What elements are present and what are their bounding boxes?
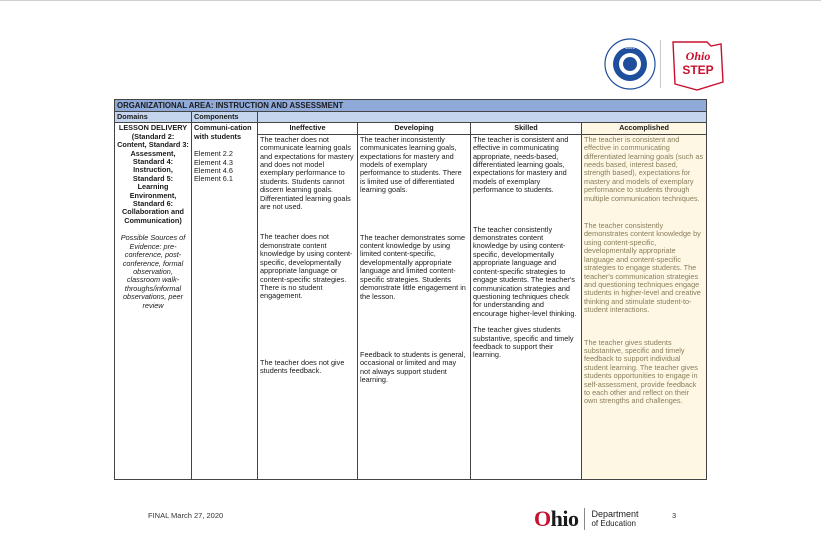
accomplished-text-3: The teacher gives students substantive, specific and timely feedback to support individual student learning. The teacher gives students opportunities to engage in self-assessment, provide feedback to each other and reflect on their own strengths and challenges. (584, 337, 698, 406)
ineffective-text-3: The teacher does not give students feedback. (260, 357, 345, 376)
seal-year: 1891 (624, 45, 636, 50)
ineffective-text-2: The teacher does not demonstrate content knowledge by using content-specific, developmentally appropriate language or content-specific strategies. There is no student engagement. (260, 232, 353, 301)
skilled-cell (471, 134, 582, 479)
level-skilled: Skilled (471, 123, 582, 134)
level-developing: Developing (358, 123, 471, 134)
accomplished-cell (582, 134, 707, 479)
column-header-row (115, 112, 707, 123)
component-cell (192, 123, 258, 479)
skilled-text-3: The teacher gives students substantive, specific and timely feedback to support their learning. (473, 325, 574, 360)
component-title: Communi-cation with students (194, 123, 252, 141)
ohio-dept-text (591, 509, 638, 529)
component-elements: Element 2.2 Element 4.3 Element 4.6 Element 6.1 (194, 149, 233, 184)
col-domains: Domains (115, 112, 192, 123)
version-footer: FINAL March 27, 2020 (148, 511, 224, 520)
ohio-wordmark-rest: hio (550, 506, 579, 531)
area-title: ORGANIZATIONAL AREA: INSTRUCTION AND ASSESSMENT (115, 100, 707, 112)
page-number: 3 (672, 511, 677, 520)
accomplished-text-1: The teacher is consistent and effective in communicating differentiated learning goals (such as needs based, interest based, strength based), expectations for mastery and models of exemplary performance to students through multiple communication techniques. (584, 134, 704, 203)
ohio-wordmark (534, 506, 578, 532)
level-header-row (115, 123, 707, 134)
domain-cell (115, 123, 192, 479)
developing-text-3: Feedback to students is general, occasional or limited and may not always support student learning. (360, 349, 466, 385)
ohio-step-logo (667, 36, 727, 92)
step-logo-step: STEP (682, 63, 714, 77)
top-rule (0, 0, 821, 1)
skilled-text-1: The teacher is consistent and effective in communicating appropriate, needs-based, differentiated learning goals, expectations for mastery and models of exemplary performance to students. (473, 134, 569, 195)
accomplished-text-2: The teacher consistently demonstrates content knowledge by using content-specific, developmentally appropriate language and content-specific strategies to engage students. The teacher's communication strategies and questioning techniques engage students in higher-level and creative thinking and stimulate student-to-student interactions. (584, 221, 701, 315)
rubric-table (114, 99, 707, 480)
level-accomplished: Accomplished (582, 123, 707, 134)
evidence-text: Possible Sources of Evidence: pre-conference, post-conference, formal observation, classroom walk-throughs/informal observations, peer review (120, 233, 186, 310)
ineffective-text-1: The teacher does not communicate learning goals and expectations for mastery and does not model exemplary performance to students. Students cannot discern learning goals. Differentiated learning goals are not used. (260, 134, 354, 212)
level-ineffective: Ineffective (258, 123, 358, 134)
col-levels-blank (258, 112, 707, 123)
area-header-row (115, 100, 707, 112)
dept-line-2: of Education (591, 519, 636, 528)
ohio-academy-seal-logo (604, 38, 656, 90)
skilled-text-2: The teacher consistently demonstrates content knowledge by using content-specific, developmentally appropriate language and content-specific strategies to engage students. The teacher's communication strategies and questioning techniques check for understanding and encourage higher-level thinking. (473, 224, 577, 318)
ohio-logo-divider (584, 508, 585, 530)
dept-line-1: Department (591, 509, 639, 519)
developing-cell (358, 134, 471, 479)
developing-text-2: The teacher demonstrates some content knowledge by using limited content-specific, developmentally appropriate language and limited content-specific strategies. Students demonstrate little engagement in the lesson. (360, 232, 466, 301)
step-logo-ohio: Ohio (685, 49, 711, 63)
developing-text-1: The teacher inconsistently communicates learning goals, expectations for mastery and models of exemplary performance to students. There is limited use of differentiated learning goals. (360, 134, 462, 195)
ohio-wordmark-o: O (534, 506, 551, 531)
ohio-department-of-education-logo (534, 506, 639, 532)
ineffective-cell (258, 134, 358, 479)
domain-text: LESSON DELIVERY (Standard 2: Content, Standard 3: Assessment, Standard 4: Instruction, Standard 5: Learning Environment, Standard 6: Collaboration and Communication) (117, 123, 189, 225)
logo-divider (660, 40, 661, 88)
col-components: Components (192, 112, 258, 123)
